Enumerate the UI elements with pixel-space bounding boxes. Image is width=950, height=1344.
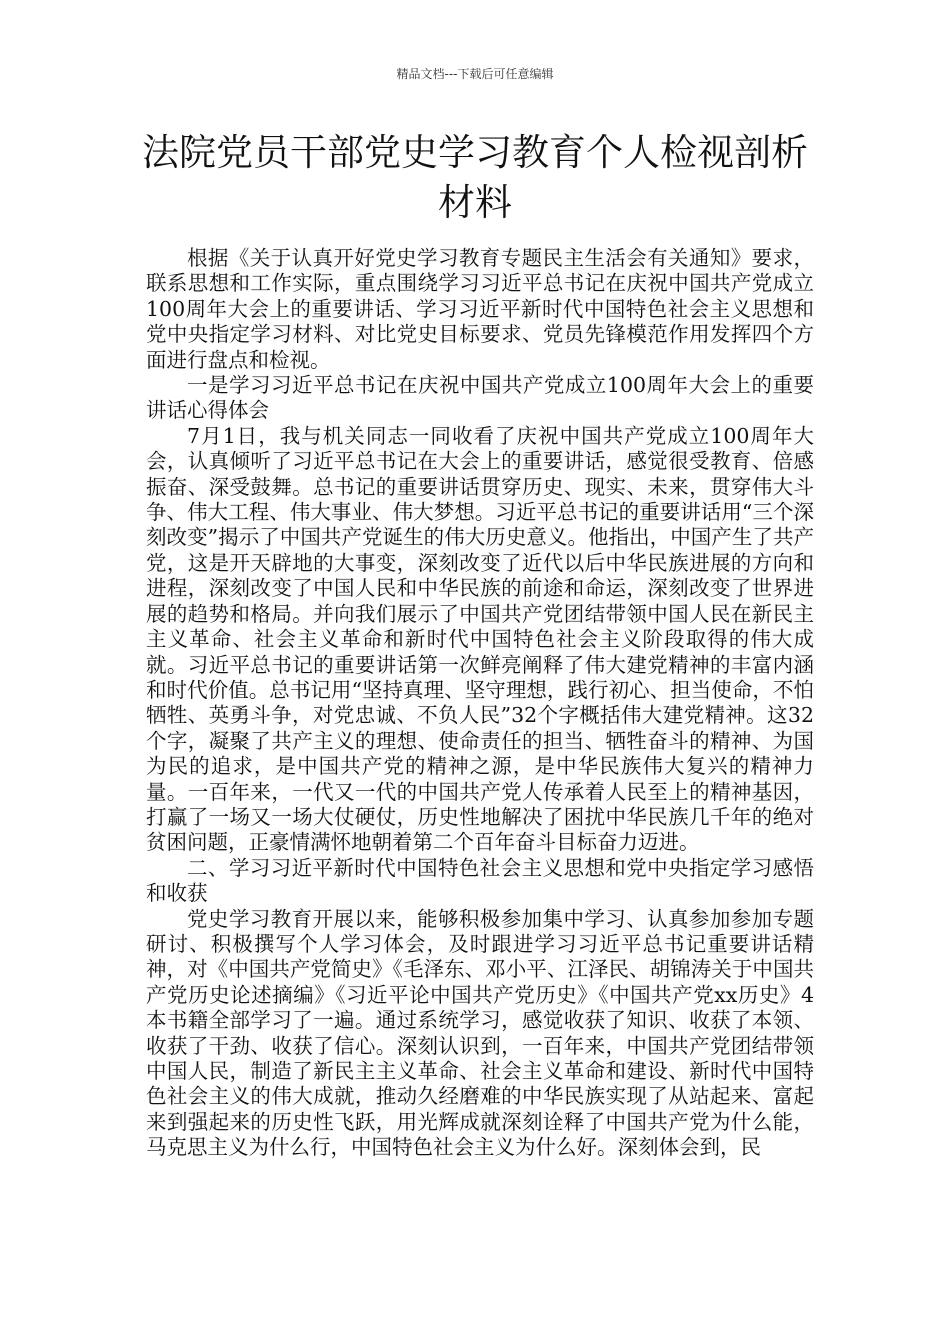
document-title: 法院党员干部党史学习教育个人检视剖析材料 [142, 131, 808, 224]
document-body [146, 246, 814, 1161]
paragraph-section-2: 党史学习教育开展以来，能够积极参加集中学习、认真参加参加专题研讨、积极撰写个人学习体会，及时跟进学习习近平总书记重要讲话精神，对《中国共产党简史》《毛泽东、邓小平、江泽民、胡锦涛关于中国共产党历史论述摘编》《习近平论中国共产党历史》《中国共产党xx历史》4本书籍全部学习了一遍。通过系统学习，感觉收获了知识、收获了本领、收获了干劲、收获了信心。深刻认识到，一百年来，中国共产党团结带领中国人民，制造了新民主主义革命、社会主义革命和建设、新时代中国特色社会主义的伟大成就，推动久经磨难的中华民族实现了从站起来、富起来到强起来的历史性飞跃，用光辉成就深刻诠释了中国共产党为什么能，马克思主义为什么行，中国特色社会主义为什么好。深刻体会到，民 [146, 906, 814, 1160]
section-heading-1: 一是学习习近平总书记在庆祝中国共产党成立100周年大会上的重要讲话心得体会 [146, 373, 814, 423]
section-heading-2: 二、学习习近平新时代中国特色社会主义思想和党中央指定学习感悟和收获 [146, 855, 814, 906]
paragraph-section-1: 7月1日，我与机关同志一同收看了庆祝中国共产党成立100周年大会，认真倾听了习近平总书记在大会上的重要讲话，感觉很受教育、倍感振奋、深受鼓舞。总书记的重要讲话贯穿历史、现实、未来，贯穿伟大斗争、伟大工程、伟大事业、伟大梦想。习近平总书记的重要讲话用“三个深刻改变”揭示了中国共产党诞生的伟大历史意义。他指出，中国产生了共产党，这是开天辟地的大事变，深刻改变了近代以后中华民族进展的方向和进程，深刻改变了中国人民和中华民族的前途和命运，深刻改变了世界进展的趋势和格局。并向我们展示了中国共产党团结带领中国人民在新民主主义革命、社会主义革命和新时代中国特色社会主义阶段取得的伟大成就。习近平总书记的重要讲话第一次鲜亮阐释了伟大建党精神的丰富内涵和时代价值。总书记用“坚持真理、坚守理想，践行初心、担当使命，不怕牺牲、英勇斗争，对党忠诚、不负人民”32个字概括伟大建党精神。这32个字，凝聚了共产主义的理想、使命责任的担当、牺牲奋斗的精神、为国为民的追求，是中国共产党的精神之源，是中华民族伟大复兴的精神力量。一百年来，一代又一代的中国共产党人传承着人民至上的精神基因，打赢了一场又一场大仗硬仗，历史性地解决了困扰中华民族几千年的绝对贫困问题，正豪情满怀地朝着第二个百年奋斗目标奋力迈进。 [146, 423, 814, 855]
header-note: 精品文档---下载后可任意编辑 [396, 67, 554, 81]
paragraph-intro: 根据《关于认真开好党史学习教育专题民主生活会有关通知》要求，联系思想和工作实际，重点围绕学习习近平总书记在庆祝中国共产党成立100周年大会上的重要讲话、学习习近平新时代中国特色社会主义思想和党中央指定学习材料、对比党史目标要求、党员先锋模范作用发挥四个方面进行盘点和检视。 [146, 246, 814, 372]
